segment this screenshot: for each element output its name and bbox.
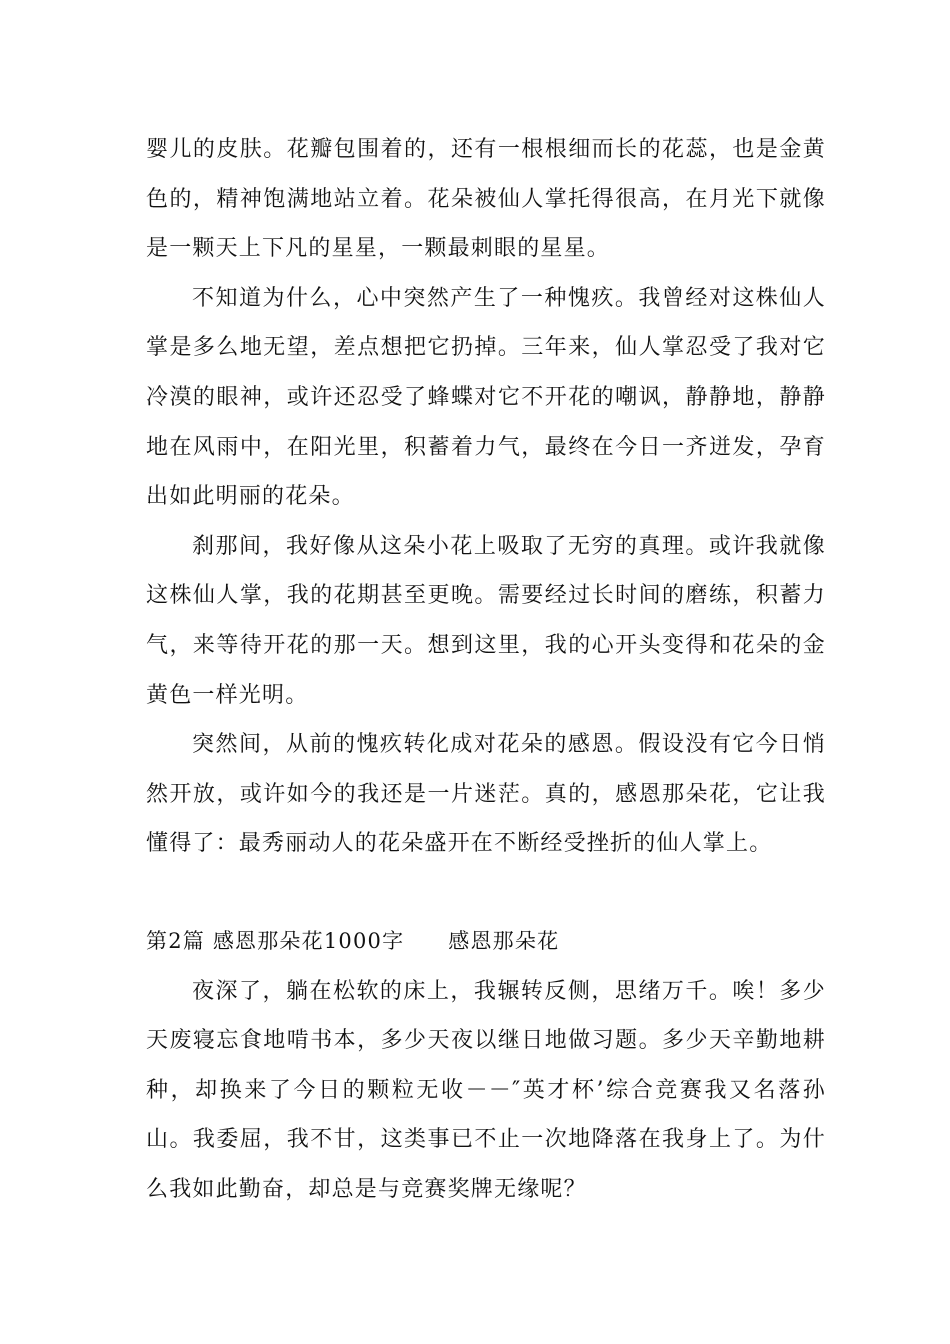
paragraph-gratitude: 突然间，从前的愧疚转化成对花朵的感恩。假设没有它今日悄然开放，或许如今的我还是一片迷茫。真的，感恩那朵花，它让我懂得了：最秀丽动人的花朵盛开在不断经受挫折的仙人掌上。 xyxy=(146,732,826,857)
paragraph-realization: 刹那间，我好像从这朵小花上吸取了无穷的真理。或许我就像这株仙人掌，我的花期甚至更晚。需要经过长时间的磨练，积蓄力气，来等待开花的那一天。想到这里，我的心开头变得和花朵的金黄色一样光明。 xyxy=(146,533,826,708)
paragraph-continued: 婴儿的皮肤。花瓣包围着的，还有一根根细而长的花蕊，也是金黄色的，精神饱满地站立着。花朵被仙人掌托得很高，在月光下就像是一颗天上下凡的星星，一颗最刺眼的星星。 xyxy=(146,137,826,262)
section-heading-label: 第2篇 感恩那朵花1000字 xyxy=(146,928,405,953)
section-heading-title: 感恩那朵花 xyxy=(448,928,560,953)
paragraph-night: 夜深了，躺在松软的床上，我辗转反侧，思绪万千。唉！多少天废寝忘食地啃书本，多少天夜以继日地做习题。多少天辛勤地耕种，却换来了今日的颗粒无收－－″英才杯’综合竞赛我又名落孙山。我委屈，我不甘，这类事已不止一次地降落在我身上了。为什么我如此勤奋，却总是与竞赛奖牌无缘呢？ xyxy=(146,978,826,1202)
paragraph-guilt: 不知道为什么，心中突然产生了一种愧疚。我曾经对这株仙人掌是多么地无望，差点想把它扔掉。三年来，仙人掌忍受了我对它冷漠的眼神，或许还忍受了蜂蝶对它不开花的嘲讽，静静地，静静地在风雨中，在阳光里，积蓄着力气，最终在今日一齐迸发，孕育出如此明丽的花朵。 xyxy=(146,285,826,510)
document-body xyxy=(146,125,826,1214)
section-heading xyxy=(146,917,826,967)
